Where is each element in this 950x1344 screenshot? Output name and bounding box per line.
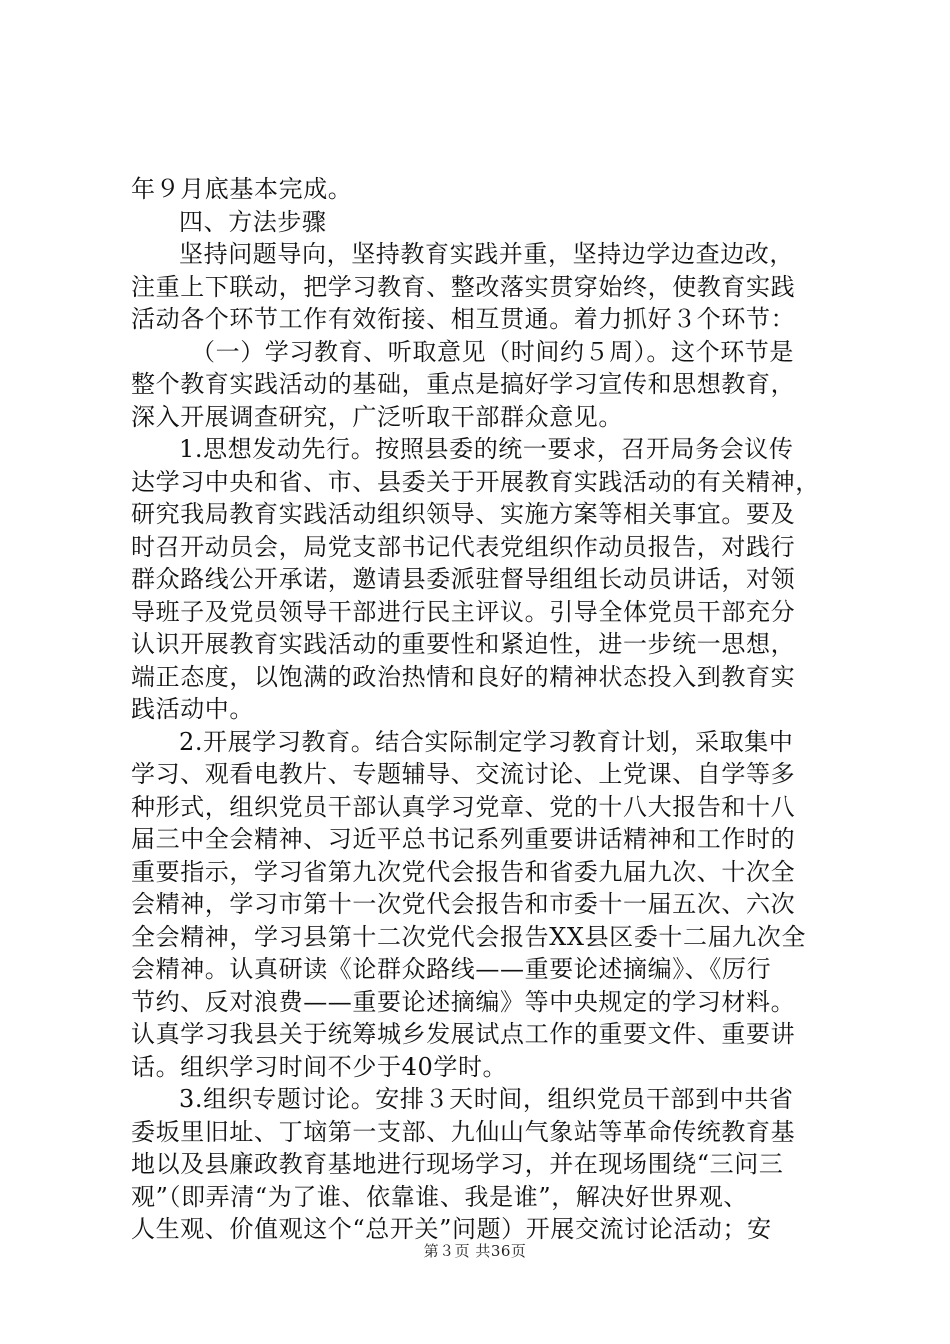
text-line: 时召开动员会，局党支部书记代表党组织作动员报告，对践行 bbox=[131, 532, 796, 561]
text-line: 2.开展学习教育。结合实际制定学习教育计划，采取集中 bbox=[179, 727, 794, 756]
text-line: 1.思想发动先行。按照县委的统一要求，召开局务会议传 bbox=[179, 435, 794, 463]
text-line: 人生观、价值观这个“总开关”问题）开展交流讨论活动；安 bbox=[131, 1215, 772, 1243]
text-line: 注重上下联动，把学习教育、整改落实贯穿始终，使教育实践 bbox=[131, 272, 796, 301]
text-line: 研究我局教育实践活动组织领导、实施方案等相关事宜。要及 bbox=[131, 500, 796, 528]
page-footer: 第３页 共36页 bbox=[423, 1242, 527, 1260]
text-line: 认识开展教育实践活动的重要性和紧迫性，进一步统一思想， bbox=[131, 630, 796, 658]
text-line: 地以及县廉政教育基地进行现场学习，并在现场围绕“三问三 bbox=[131, 1150, 784, 1178]
text-line: 届三中全会精神、习近平总书记系列重要讲话精神和工作时的 bbox=[131, 825, 796, 853]
text-line: 认真学习我县关于统筹城乡发展试点工作的重要文件、重要讲 bbox=[131, 1020, 796, 1048]
text-line: 3.组织专题讨论。安排３天时间，组织党员干部到中共省 bbox=[179, 1085, 794, 1113]
text-line: 会精神，学习市第十一次党代会报告和市委十一届五次、六次 bbox=[131, 890, 796, 918]
text-line: 话。组织学习时间不少于40学时。 bbox=[131, 1052, 508, 1081]
text-line: 学习、观看电教片、专题辅导、交流讨论、上党课、自学等多 bbox=[131, 760, 796, 788]
text-line: 端正态度，以饱满的政治热情和良好的精神状态投入到教育实 bbox=[131, 662, 796, 691]
text-line: 深入开展调查研究，广泛听取干部群众意见。 bbox=[131, 402, 623, 431]
text-line: 年９月底基本完成。 bbox=[131, 175, 353, 203]
text-line: 节约、反对浪费——重要论述摘编》等中央规定的学习材料。 bbox=[131, 987, 796, 1016]
text-line: 全会精神，学习县第十二次党代会报告XX县区委十二届九次全 bbox=[131, 922, 806, 951]
text-line: 群众路线公开承诺，邀请县委派驻督导组组长动员讲话，对领 bbox=[131, 565, 796, 593]
text-line: 达学习中央和省、市、县委关于开展教育实践活动的有关精神， bbox=[131, 467, 820, 496]
text-line: 观”（即弄清“为了谁、依靠谁、我是谁”，解决好世界观、 bbox=[131, 1182, 749, 1211]
document-body bbox=[131, 173, 831, 1246]
text-line: 践活动中。 bbox=[131, 695, 254, 723]
text-line: 种形式，组织党员干部认真学习党章、党的十八大报告和十八 bbox=[131, 792, 796, 821]
text-line: 四、方法步骤 bbox=[179, 207, 327, 236]
text-line: 整个教育实践活动的基础，重点是搞好学习宣传和思想教育， bbox=[131, 370, 796, 398]
text-line: 委坂里旧址、丁垴第一支部、九仙山气象站等革命传统教育基 bbox=[131, 1117, 796, 1146]
text-line: 重要指示，学习省第九次党代会报告和省委九届九次、十次全 bbox=[131, 857, 796, 886]
text-line: 坚持问题导向，坚持教育实践并重，坚持边学边查边改， bbox=[179, 240, 794, 268]
text-line: 活动各个环节工作有效衔接、相互贯通。着力抓好３个环节： bbox=[131, 305, 796, 333]
text-line: （一）学习教育、听取意见（时间约５周）。这个环节是 bbox=[191, 337, 794, 366]
text-line: 会精神。认真研读《论群众路线——重要论述摘编》、《厉行 bbox=[131, 955, 772, 983]
text-line: 导班子及党员领导干部进行民主评议。引导全体党员干部充分 bbox=[131, 597, 796, 626]
